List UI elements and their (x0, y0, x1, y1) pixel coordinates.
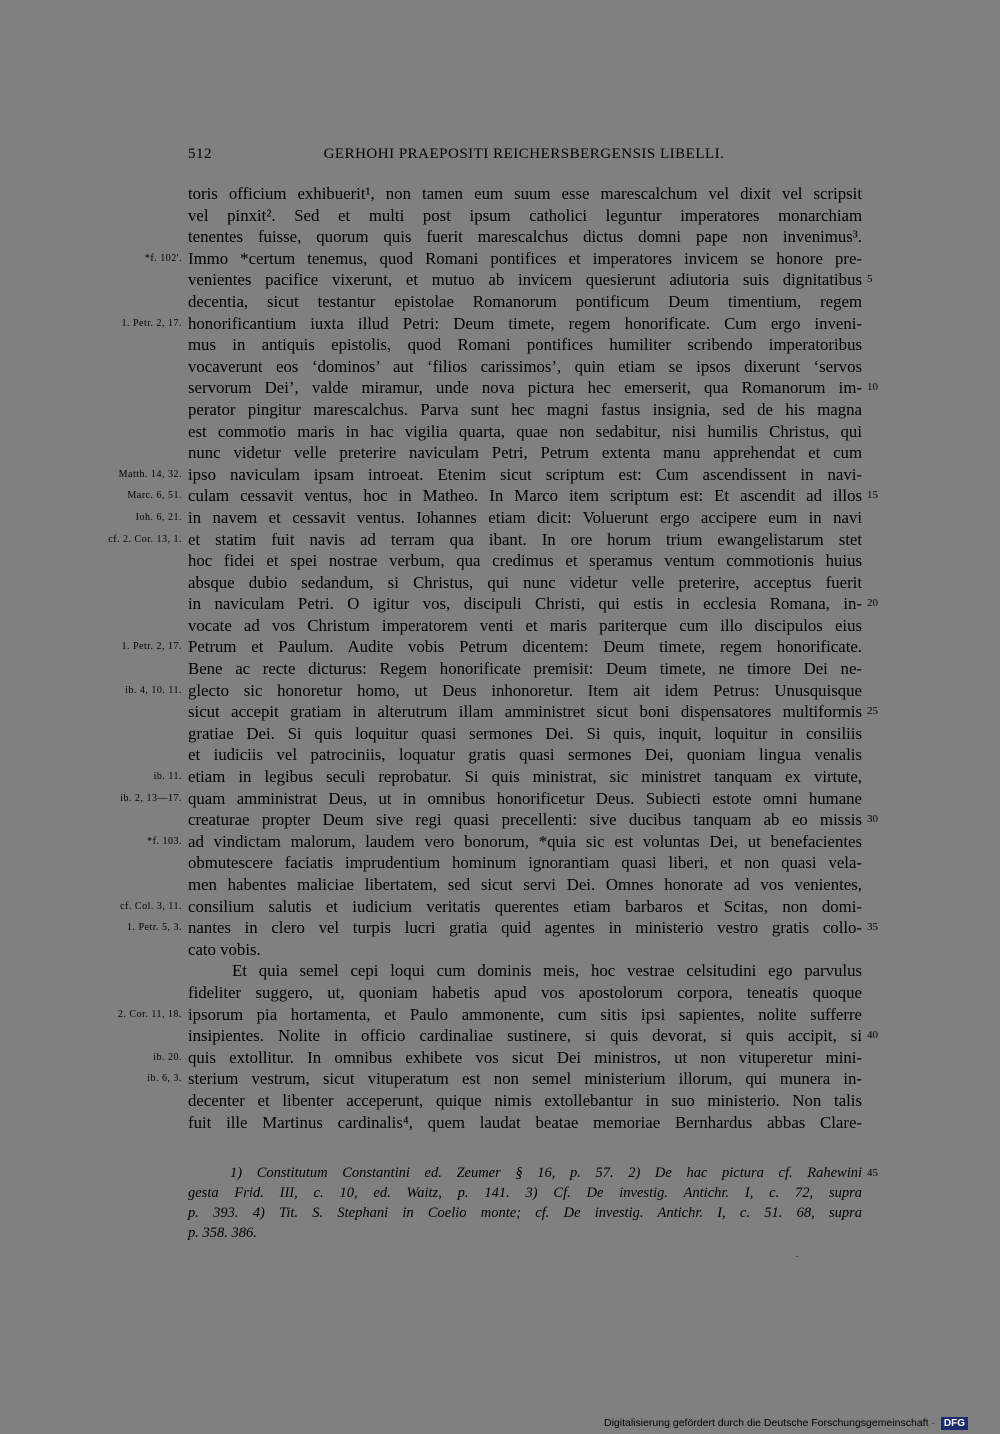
text-line (0, 593, 1000, 615)
text-line (0, 744, 1000, 766)
text-line (0, 1090, 1000, 1112)
line-text: vocate ad vos Christum imperatorem venti et maris pariterque cum illo discipulos eius (188, 615, 862, 635)
line-text: glecto sic honoretur homo, ut Deus inhonoretur. Item ait idem Petrus: Unusquisque (188, 680, 862, 700)
line-text: etiam in legibus seculi reprobatur. Si quis ministrat, sic ministret tanquam ex virtute, (188, 767, 862, 787)
footnote-line (0, 1163, 1000, 1183)
footnote-text: p. 393. 4) Tit. S. Stephani in Coelio monte; cf. De investig. Antichr. I, c. 51. 68, supra (188, 1205, 862, 1221)
text-line (0, 226, 1000, 248)
margin-reference: *f. 103. (147, 835, 182, 847)
line-text: et statim fuit navis ad terram qua ibant. In ore horum trium ewangelistarum stet (188, 529, 862, 549)
digitization-credit: Digitalisierung gefördert durch die Deutsche Forschungsgemeinschaft · DFG (604, 1417, 968, 1433)
text-line (0, 1004, 1000, 1026)
margin-reference: 1. Petr. 5, 3. (126, 922, 182, 934)
line-text: Petrum et Paulum. Audite vobis Petrum dicentem: Deum timete, regem honorificate. (188, 637, 862, 657)
line-text: Immo *certum tenemus, quod Romani pontifices et imperatores invicem se honore pre- (188, 248, 862, 268)
line-text: ipso naviculam ipsam introeat. Etenim sicut scriptum est: Cum ascendissent in navi- (188, 464, 862, 484)
line-text: in navem et cessavit ventus. Iohannes etiam dicit: Voluerunt ergo accipere eum in navi (188, 507, 862, 527)
text-line (0, 788, 1000, 810)
text-line (0, 485, 1000, 507)
line-number: 20 (867, 597, 878, 610)
text-line (0, 572, 1000, 594)
text-line (0, 1047, 1000, 1069)
margin-reference: 2. Cor. 11, 18. (117, 1008, 182, 1020)
text-line (0, 183, 1000, 205)
text-line (0, 421, 1000, 443)
text-line (0, 809, 1000, 831)
margin-reference: 1. Petr. 2, 17. (121, 641, 182, 653)
text-line (0, 334, 1000, 356)
line-text: sterium vestrum, sicut vituperatum est non semel ministerium illorum, qui munera in- (188, 1069, 862, 1089)
text-line (0, 896, 1000, 918)
credit-text: Digitalisierung gefördert durch die Deutsche Forschungsgemeinschaft (604, 1417, 929, 1429)
line-text: tenentes fuisse, quorum quis fuerit marescalchus dictus domni pape non invenimus³. (188, 227, 862, 247)
text-line (0, 399, 1000, 421)
line-text: quis extollitur. In omnibus exhibete vos sicut Dei ministros, ut non vituperetur mini- (188, 1047, 862, 1067)
line-text: ad vindictam malorum, laudem vero bonorum, *quia sic est voluntas Dei, ut benefacientes (188, 831, 862, 851)
line-text: insipientes. Nolite in officio cardinaliae sustinere, si quis devorat, si quis accipit, si (188, 1026, 862, 1046)
text-line (0, 1068, 1000, 1090)
line-text: absque dubio sedandum, si Christus, qui nunc videtur velle preterire, acceptus fuerit (188, 572, 862, 592)
text-line (0, 313, 1000, 335)
line-text: hoc fidei et spei nostrae verbum, qua credimus et speramus ventum commotionis huius (188, 551, 862, 571)
page-number: 512 (188, 146, 212, 162)
line-text: decenter et libenter acceperunt, quique nimis extollebantur in suo ministerio. Non talis (188, 1090, 862, 1110)
text-line (0, 550, 1000, 572)
line-text: fideliter suggero, ut, quoniam habetis apud vos apostolorum corpora, teneatis quoque (188, 982, 862, 1002)
text-line (0, 1112, 1000, 1134)
text-line (0, 269, 1000, 291)
text-line (0, 723, 1000, 745)
line-text: quam amministrat Deus, ut in omnibus honorificetur Deus. Subiecti estote omni humane (188, 788, 862, 808)
line-text: nantes in clero vel turpis lucri gratia quid agentes in ministerio vestro gratis collo- (188, 918, 862, 938)
line-text: consilium salutis et iudicium veritatis querentes etiam barbaros et Scitas, non domi- (188, 896, 862, 916)
footnote-text: gesta Frid. III, c. 10, ed. Waitz, p. 141. 3) Cf. De investig. Antichr. I, c. 72, supra (188, 1185, 862, 1201)
text-line (0, 658, 1000, 680)
footnote-line (0, 1223, 1000, 1243)
line-text: ipsorum pia hortamenta, et Paulo ammonente, cum sitis ipsi sapientes, nolite sufferre (188, 1004, 862, 1024)
text-line (0, 960, 1000, 982)
dfg-logo: DFG (941, 1417, 968, 1430)
speck (796, 1256, 798, 1257)
line-text: gratiae Dei. Si quis loquitur quasi sermones Dei. Si quis, inquit, loquitur in consiliis (188, 723, 862, 743)
text-line (0, 917, 1000, 939)
text-line (0, 529, 1000, 551)
main-text (0, 183, 1000, 1133)
line-text: honorificantium iuxta illud Petri: Deum timete, regem honorificate. Cum ergo inveni- (188, 313, 862, 333)
line-number: 40 (867, 1029, 878, 1042)
line-number: 30 (867, 813, 878, 826)
margin-reference: Matth. 14, 32. (118, 468, 182, 480)
line-text: nunc videtur velle preterire naviculam Petri, Petrum extenta manu apprehendat et cum (188, 443, 862, 463)
margin-reference: ib. 2, 13—17. (120, 792, 182, 804)
line-text: fuit ille Martinus cardinalis⁴, quem laudat beatae memoriae Bernhardus abbas Clare- (188, 1112, 862, 1132)
margin-reference: cf. Col. 3, 11. (120, 900, 182, 912)
margin-reference: cf. 2. Cor. 13, 1. (108, 533, 182, 545)
line-number: 25 (867, 705, 878, 718)
text-line (0, 636, 1000, 658)
footnote-line (0, 1203, 1000, 1223)
line-number: 35 (867, 921, 878, 934)
margin-reference: *f. 102'. (144, 252, 182, 264)
text-line (0, 852, 1000, 874)
margin-reference: Marc. 6, 51. (127, 490, 182, 502)
margin-reference: ib. 4, 10. 11. (125, 684, 182, 696)
text-line (0, 442, 1000, 464)
margin-reference: 1. Petr. 2, 17. (121, 317, 182, 329)
text-line (0, 248, 1000, 270)
line-number: 10 (867, 381, 878, 394)
margin-reference: Ioh. 6, 21. (135, 511, 182, 523)
text-line (0, 874, 1000, 896)
margin-reference: ib. 20. (153, 1051, 182, 1063)
footnote-line (0, 1183, 1000, 1203)
line-text: et iudiciis vel patrociniis, loquatur gratis quasi sermones Dei, quoniam lingua venalis (188, 745, 862, 765)
text-line (0, 291, 1000, 313)
text-line (0, 766, 1000, 788)
line-text: culam cessavit ventus, hoc in Matheo. In Marco item scriptum est: Et ascendit ad illos (188, 486, 862, 506)
line-text: Bene ac recte dicturus: Regem honorificate premisit: Deum timete, ne timore Dei ne- (188, 659, 862, 679)
line-text: est commotio maris in hac vigilia quarta, quae non sedabitur, nisi humilis Christus, qui (188, 421, 862, 441)
text-line (0, 464, 1000, 486)
margin-reference: ib. 6, 3. (147, 1073, 182, 1085)
text-line (0, 831, 1000, 853)
line-text: toris officium exhibuerit¹, non tamen eum suum esse marescalchum vel dixit vel scripsit (188, 184, 862, 203)
line-number: 45 (867, 1167, 878, 1179)
text-line (0, 356, 1000, 378)
line-text: venientes pacifice vixerunt, et mutuo ab invicem quesierunt adiutoria suis dignitatibus (188, 270, 862, 290)
line-number: 5 (867, 273, 873, 286)
footnotes (0, 1163, 1000, 1243)
margin-reference: ib. 11. (153, 771, 182, 783)
line-text: men habentes maliciae libertatem, sed sicut servi Dei. Omnes honorate ad vos venientes, (188, 875, 862, 894)
line-text: vel pinxit². Sed et multi post ipsum catholici leguntur imperatores monarchiam (188, 205, 862, 225)
text-line (0, 507, 1000, 529)
line-text: creaturae propter Deum sive regi quasi precellenti: sive ducibus tanquam ab eo missis (188, 810, 862, 830)
text-line (0, 939, 1000, 961)
line-text: vocaverunt eos ‘dominos’ aut ‘filios carissimos’, quin etiam se ipsos dixerunt ‘servos (188, 356, 862, 376)
line-text: perator pingitur marescalchus. Parva sunt hec magni fastus insignia, sed de his magna (188, 399, 862, 419)
line-text: in naviculam Petri. O igitur vos, discipuli Christi, qui estis in ecclesia Romana, in- (188, 594, 862, 614)
line-text: decentia, sicut testantur epistolae Romanorum pontificum Deum timentium, regem (188, 291, 862, 311)
line-text: obmutescere faciatis imprudentium hominum ignorantiam quasi liberi, et non quasi vela- (188, 853, 862, 873)
text-line (0, 377, 1000, 399)
text-line (0, 205, 1000, 227)
text-line (0, 982, 1000, 1004)
line-number: 15 (867, 489, 878, 502)
footnote-text: 1) Constitutum Constantini ed. Zeumer § 16, p. 57. 2) De hac pictura cf. Rahewini (230, 1165, 862, 1181)
line-text: sicut accepit gratiam in alterutrum illam amministret sicut boni dispensatores multiformis (188, 702, 862, 722)
line-text: Et quia semel cepi loqui cum dominis meis, hoc vestrae celsitudini ego parvulus (232, 961, 862, 981)
line-text: servorum Dei’, valde miramur, unde nova pictura hec emerserit, qua Romanorum im- (188, 378, 862, 398)
text-line (0, 680, 1000, 702)
text-line (0, 701, 1000, 723)
text-line (0, 1025, 1000, 1047)
footnote-text: p. 358. 386. (188, 1225, 257, 1241)
line-text: mus in antiquis epistolis, quod Romani pontifices humiliter scribendo imperatoribus (188, 335, 862, 355)
running-title: GERHOHI PRAEPOSITI REICHERSBERGENSIS LIBELLI. (323, 146, 725, 162)
running-header (188, 146, 860, 166)
line-text: cato vobis. (188, 939, 261, 959)
text-line (0, 615, 1000, 637)
